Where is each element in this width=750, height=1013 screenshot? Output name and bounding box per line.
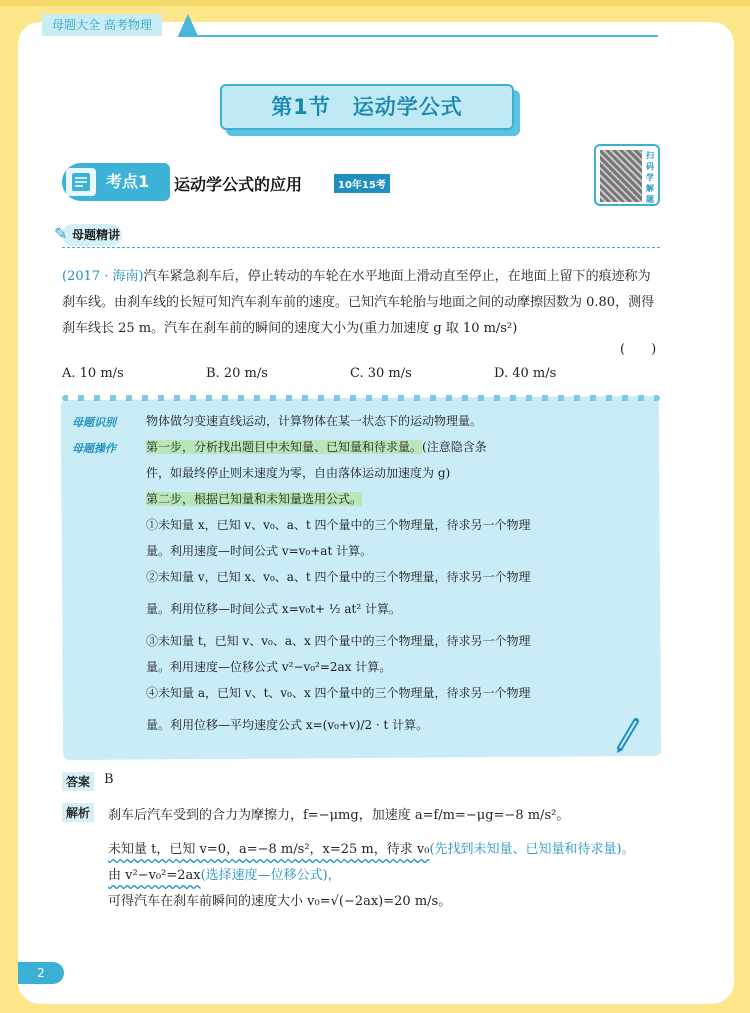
analysis-line4: 可得汽车在刹车前瞬间的速度大小 v₀=√(−2ax)=20 m/s。 (108, 894, 452, 909)
question-text (62, 264, 662, 342)
dashed-divider (62, 247, 660, 248)
note-identify-text: 物体做匀变速直线运动，计算物体在某一状态下的运动物理量。 (146, 414, 483, 428)
note-step2: 第二步，根据已知量和未知量选用公式。 (146, 492, 363, 506)
answer-parentheses: ( ) (620, 342, 657, 357)
kaodian-title: 运动学公式的应用 (174, 175, 303, 194)
case3-line2: 量。利用速度—位移公式 v²−v₀²=2ax 计算。 (146, 660, 392, 674)
kaodian-badge (62, 163, 170, 201)
header-rule (178, 35, 658, 37)
mutijingjiang-label: 母题精讲 (72, 228, 121, 242)
case3-line1: ③未知量 t，已知 v、v₀、a、x 四个量中的三个物理量，待求另一个物理 (146, 634, 531, 648)
question-source: (2017 · 海南) (62, 269, 144, 284)
answer-label: 答案 (62, 772, 94, 791)
option-b: B. 20 m/s (206, 366, 268, 381)
option-c: C. 30 m/s (350, 366, 412, 381)
case4-line2: 量。利用位移—平均速度公式 x=(v₀+v)/2 · t 计算。 (146, 718, 429, 732)
qr-code-image (600, 150, 642, 202)
kaodian-label: 考点1 (106, 172, 150, 191)
note-binding-holes (62, 395, 660, 401)
qr-code[interactable] (594, 144, 660, 206)
page-number: 2 (18, 962, 64, 984)
answer-value: B (104, 772, 114, 787)
section-title: 第1节 运动学公式 (220, 84, 514, 130)
analysis-line1: 刹车后汽车受到的合力为摩擦力，f=−μmg，加速度 a=f/m=−μg=−8 m/s²。 (108, 808, 570, 823)
case2-line1: ②未知量 v，已知 x、v₀、a、t 四个量中的三个物理量，待求另一个物理 (146, 570, 531, 584)
analysis-line3: 由 v²−v₀²=2ax(选择速度—位移公式)， (108, 868, 341, 883)
case1-line2: 量。利用速度—时间公式 v=v₀+at 计算。 (146, 544, 373, 558)
section-title-box (220, 84, 520, 136)
note-step1-cont: 件，如最终停止则末速度为零，自由落体运动加速度为 g) (146, 466, 451, 480)
exam-frequency-badge: 10年15考 (334, 174, 390, 193)
option-d: D. 40 m/s (494, 366, 557, 381)
analysis-label: 解析 (62, 803, 94, 822)
pen-icon (614, 718, 642, 756)
case4-line1: ④未知量 a，已知 v、t、v₀、x 四个量中的三个物理量，待求另一个物理 (146, 686, 531, 700)
pencil-icon: ✎ (54, 224, 68, 243)
option-a: A. 10 m/s (62, 366, 124, 381)
book-icon (66, 168, 96, 196)
case1-line1: ①未知量 x，已知 v、v₀、a、t 四个量中的三个物理量，待求另一个物理 (146, 518, 531, 532)
analysis-line2: 未知量 t，已知 v=0，a=−8 m/s²，x=25 m，待求 v₀(先找到未知量、已知量和待求量)。 (108, 842, 635, 857)
note-step1: 第一步，分析找出题目中未知量、已知量和待求量。(注意隐含条 (146, 440, 487, 454)
header-triangle (178, 14, 198, 36)
tag-identify: 母题识别 (72, 416, 116, 429)
qr-caption: 扫码学解题 (646, 151, 654, 204)
top-band (0, 0, 750, 6)
book-title-header: 母题大全 高考物理 (42, 14, 162, 36)
case2-line2: 量。利用位移—时间公式 x=v₀t+ ½ at² 计算。 (146, 602, 401, 616)
question-body: 汽车紧急刹车后，停止转动的车轮在水平地面上滑动直至停止，在地面上留下的痕迹称为刹车线。由刹车线的长短可知汽车刹车前的速度。已知汽车轮胎与地面之间的动摩擦因数为 0.80，测得刹车线长 25 m。汽车在刹车前的瞬间的速度大小为(重力加速度 g 取 10 m/s²) (62, 269, 655, 336)
tag-operate: 母题操作 (72, 442, 116, 455)
